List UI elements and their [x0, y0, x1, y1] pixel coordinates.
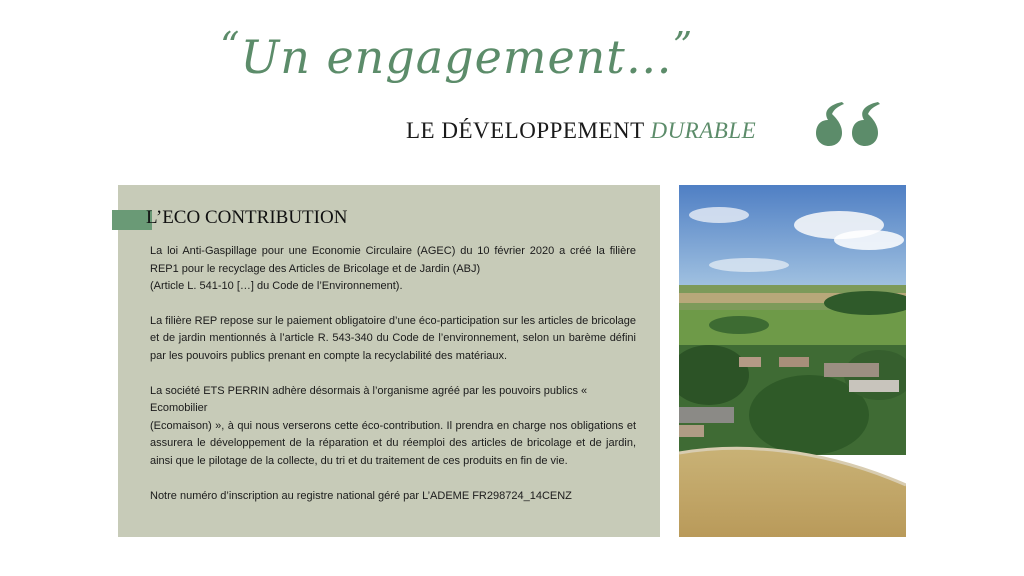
landscape-photo — [679, 185, 906, 537]
paragraph-1-text: La loi Anti-Gaspillage pour une Economie Circulaire (AGEC) du 10 février 2020 a créé la filière REP1 pour le recyclage des Articles de Bricolage et de Jardin (ABJ) — [150, 245, 636, 275]
script-title — [220, 24, 693, 84]
paragraph-3b: (Ecomaison) », à qui nous verserons cette éco-contribution. Il prendra en charge nos obligations et assurera le développement de la réparation et du réemploi des articles de bricolage et de jardin, ainsi que le pilotage de la collecte, du tri et du traitement de ces produits en fin de vie. — [150, 419, 636, 467]
section-title: L’ECO CONTRIBUTION — [146, 207, 348, 228]
quote-mark-icon — [812, 100, 884, 152]
body-text — [150, 243, 636, 522]
paragraph-2: La filière REP repose sur le paiement obligatoire d’une éco-participation sur les articles de bricolage et de jardin mentionnés à l’article R. 543-340 du Code de l’environnement, selon un barème défini par les pouvoirs publics prenant en compte la recyclabilité des matériaux. — [150, 314, 636, 362]
paragraph-4: Notre numéro d’inscription au registre national géré par L’ADEME FR298724_14CENZ — [150, 489, 572, 502]
paragraph-3 — [150, 383, 636, 471]
open-quote: “ — [220, 24, 241, 68]
paragraph-1 — [150, 243, 636, 296]
headline — [406, 118, 756, 144]
headline-main: LE DÉVELOPPEMENT — [406, 118, 645, 143]
paragraph-1-line2: (Article L. 541-10 […] du Code de l’Environnement). — [150, 280, 403, 293]
paragraph-3a: La société ETS PERRIN adhère désormais à l’organisme agréé par les pouvoirs publics « Ecomobilier — [150, 384, 588, 415]
script-title-text: Un engagement… — [240, 30, 673, 84]
close-quote: ” — [672, 24, 694, 68]
headline-accent: DURABLE — [650, 118, 757, 143]
